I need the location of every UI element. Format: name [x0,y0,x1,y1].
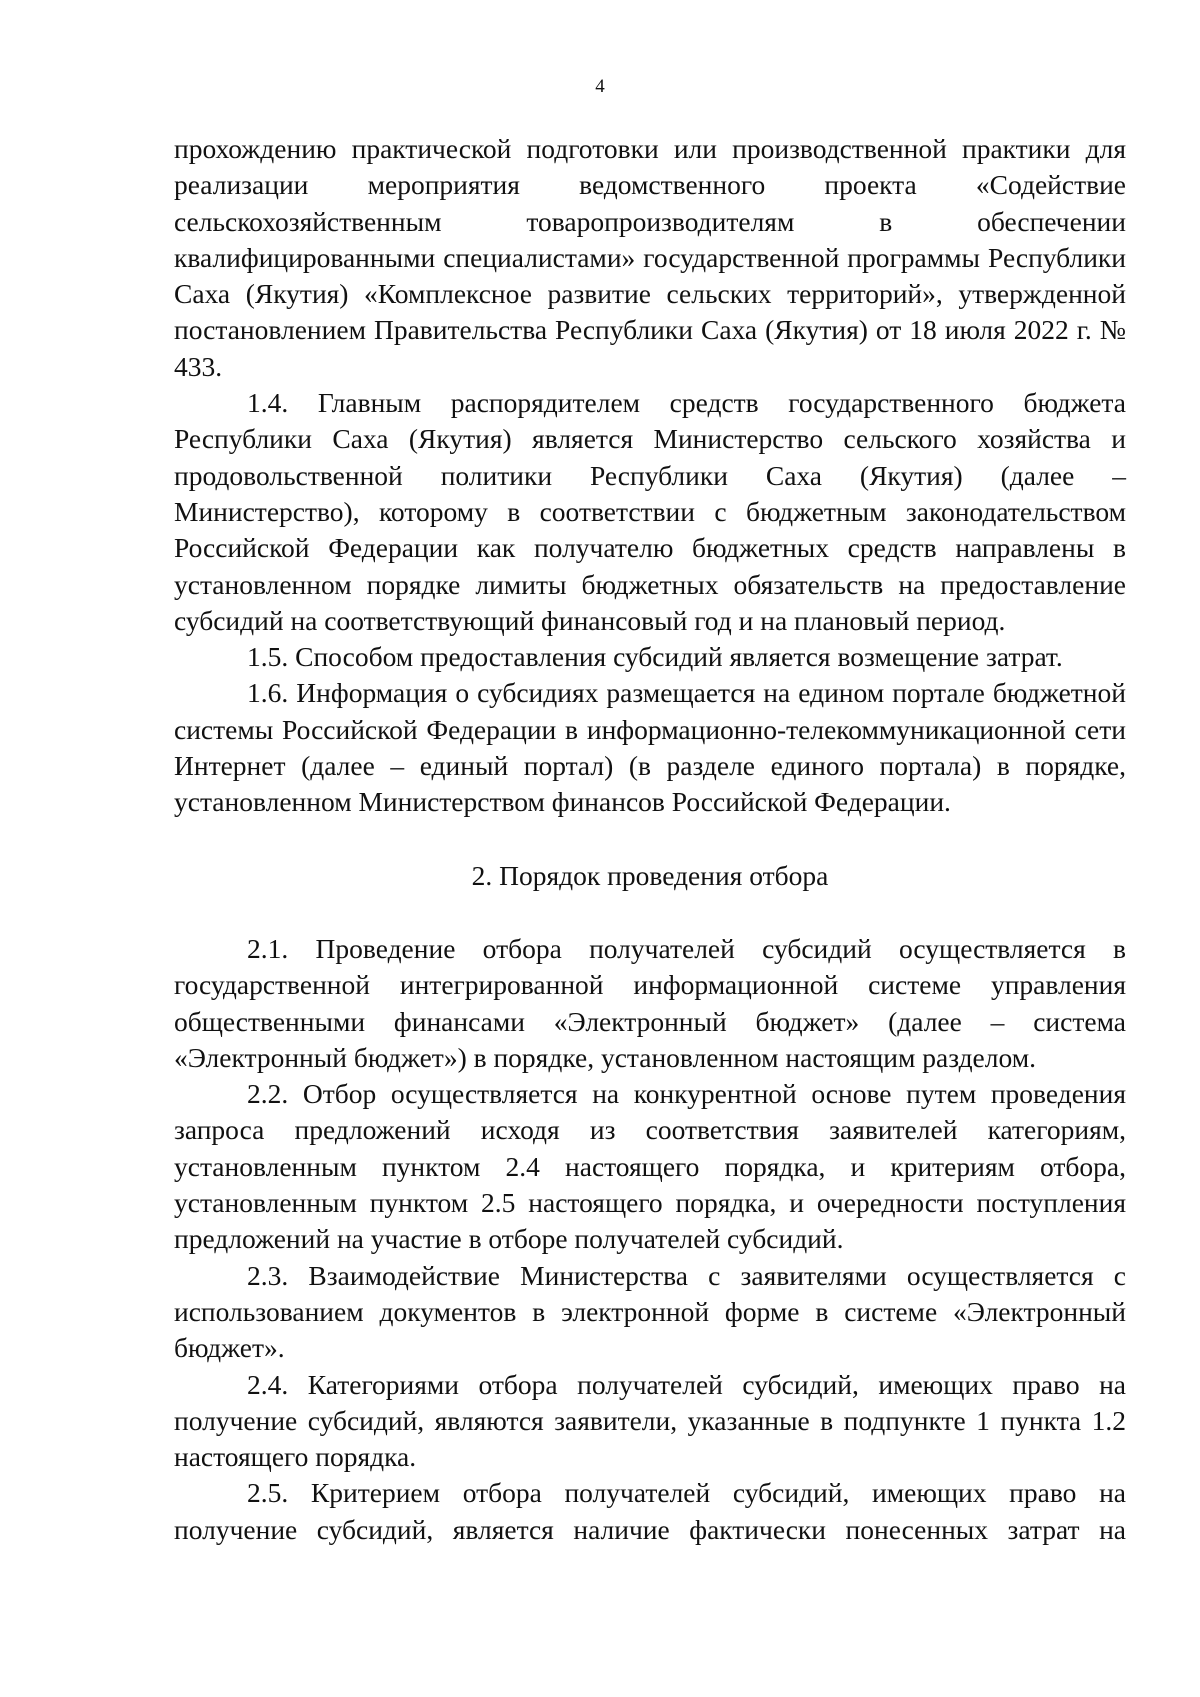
paragraph-2-1: 2.1. Проведение отбора получателей субсидий осуществляется в государственной интегрированной информационной системе управления общественными финансами «Электронный бюджет» (далее – система «Электронный бюджет») в порядке, установленном настоящим разделом. [174,932,1126,1073]
paragraph-2-3: 2.3. Взаимодействие Министерства с заявителями осуществляется с использованием документов в электронной форме в системе «Электронный бюджет». [174,1259,1126,1364]
paragraph-2-4: 2.4. Категориями отбора получателей субсидий, имеющих право на получение субсидий, являются заявители, указанные в подпункте 1 пункта 1.2 настоящего порядка. [174,1368,1126,1473]
paragraph-2-2: 2.2. Отбор осуществляется на конкурентной основе путем проведения запроса предложений исходя из соответствия заявителей категориям, установленным пунктом 2.4 настоящего порядка, и критериям отбора, установленным пунктом 2.5 настоящего порядка, и очередности поступления предложений на участие в отборе получателей субсидий. [174,1078,1126,1255]
paragraph-2-5: 2.5. Критерием отбора получателей субсидий, имеющих право на получение субсидий, является наличие фактически понесенных затрат на [174,1477,1126,1545]
section-heading: 2. Порядок проведения отбора [471,859,829,891]
paragraph-1-4: 1.4. Главным распорядителем средств государственного бюджета Республики Саха (Якутия) является Министерство сельского хозяйства и продовольственной политики Республики Саха (Якутия) (далее – Министерство), которому в соответствии с бюджетным законодательством Российской Федерации как получателю бюджетных средств направлены в установленном порядке лимиты бюджетных обязательств на предоставление субсидий на соответствующий финансовый год и на плановый период. [174,387,1126,636]
paragraph-1-5: 1.5. Способом предоставления субсидий является возмещение затрат. [247,641,1063,673]
paragraph-continuation: прохождению практической подготовки или производственной практики для реализации мероприятия ведомственного проекта «Содействие сельскохозяйственным товаропроизводителям в обеспечении квалифицированными специалистами» государственной программы Республики Саха (Якутия) «Комплексное развитие сельских территорий», утвержденной постановлением Правительства Республики Саха (Якутия) от 18 июля 2022 г. № 433. [174,133,1126,382]
paragraph-1-6: 1.6. Информация о субсидиях размещается на едином портале бюджетной системы Российской Федерации в информационно-телекоммуникационной сети Интернет (далее – единый портал) (в разделе единого портала) в порядке, установленном Министерством финансов Российской Федерации. [174,677,1126,818]
page-number: 4 [595,76,605,97]
document-body [174,131,1126,1548]
